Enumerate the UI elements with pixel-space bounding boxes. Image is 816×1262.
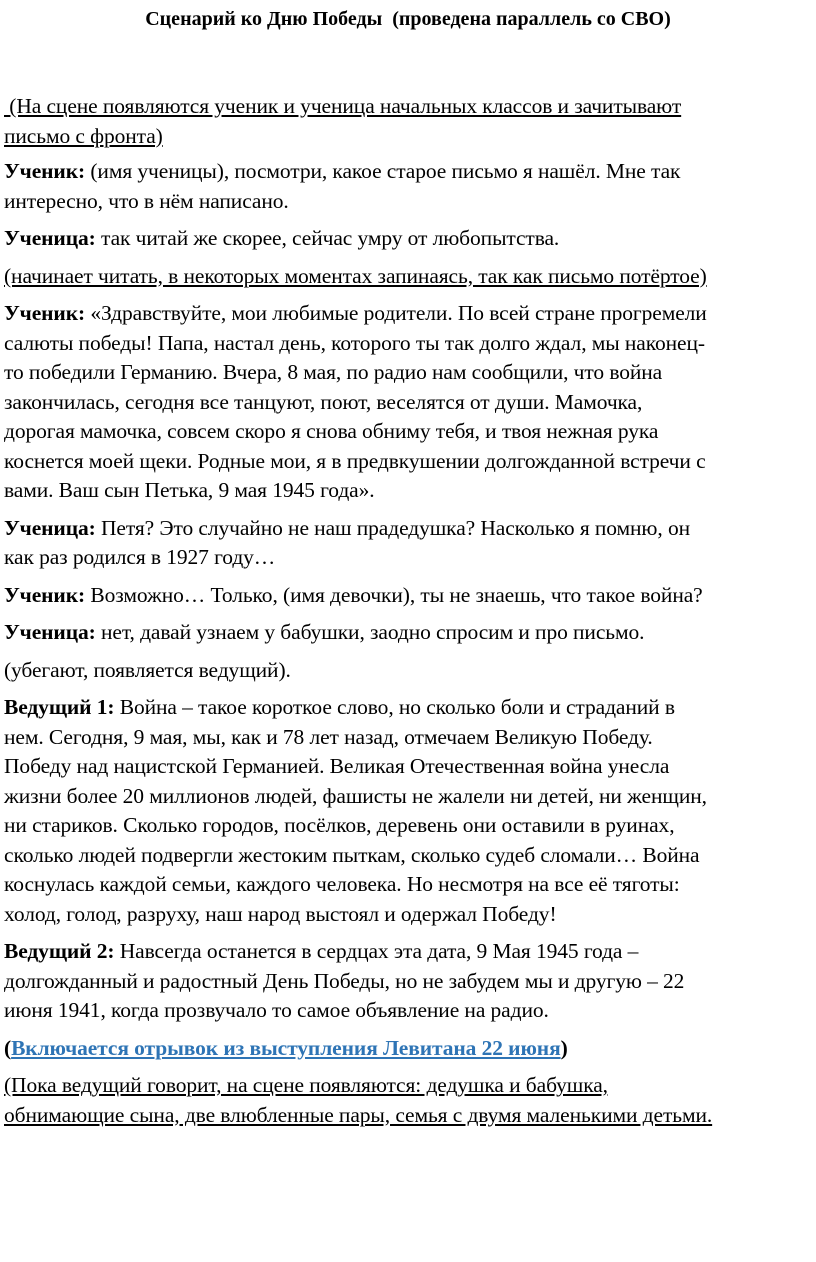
audio-cue: (Включается отрывок из выступления Левитана 22 июня) [4,1035,568,1060]
stage-direction-opening: (На сцене появляются ученик и ученица начальных классов и зачитывают письмо с фронта) [4,94,682,148]
dialogue-pupil-1: Ученик: (имя ученицы), посмотри, какое старое письмо я нашёл. Мне так интересно, что в нём написано. [4,159,681,213]
dialogue-girl-1: Ученица: так читай же скорее, сейчас умру от любопытства. [4,226,560,250]
speaker-label: Ученица: [4,515,96,540]
dialogue-pupil-letter: Ученик: «Здравствуйте, мои любимые родители. По всей стране прогремели салюты победы! Папа, настал день, которого ты так долго ждал, мы наконец- то победили Германию. Вчера, 8 мая, по радио нам сообщили, что война закончилась, сегодня все танцуют, поют, веселятся от души. Мамочка, дорогая мамочка, совсем скоро я снова обниму тебя, и твоя нежная рука коснется моей щеки. Родные мои, я в предвкушении долгожданной встречи с вами. Ваш сын Петька, 9 мая 1945 года». [4,301,707,502]
dialogue-host-2: Ведущий 2: Навсегда останется в сердцах эта дата, 9 Мая 1945 года – долгожданный и радостный День Победы, но не забудем мы и другую – 22 июня 1941, когда прозвучало то самое объявление на радио. [4,939,685,1022]
speaker-label: Ученица: [4,620,96,644]
stage-direction-reading: (начинает читать, в некоторых моментах запинаясь, так как письмо потёртое) [4,263,707,288]
dialogue-girl-2: Ученица: Петя? Это случайно не наш прадедушка? Насколько я помню, он как раз родился в 1927 году… [4,515,691,569]
dialogue-girl-3: Ученица: нет, давай узнаем у бабушки, заодно спросим и про письмо. [4,620,645,644]
speaker-label: Ученик: [4,301,86,325]
dialogue-host-1: Ведущий 1: Война – такое короткое слово, но сколько боли и страданий в нем. Сегодня, 9 мая, мы, как и 78 лет назад, отмечаем Великую Победу. Победу над нацистской Германией. Великая Отечественная война унесла жизни более 20 миллионов людей, фашисты не жалели ни детей, ни женщин, ни стариков. Сколько городов, посёлков, деревень они оставили в руинах, сколько людей подвергли жестоким пыткам, сколько судеб сломали… Война коснулась каждой семьи, каждого человека. Но несмотря на все её тяготы: холод, голод, разруху, наш народ выстоял и одержал Победу! [4,695,707,926]
speaker-label: Ученик: [4,582,86,607]
speaker-label: Ведущий 2: [4,939,115,963]
speaker-label: Ученица: [4,226,96,250]
levitan-speech-link[interactable]: Включается отрывок из выступления Левитана 22 июня [11,1035,561,1060]
speaker-label: Ведущий 1: [4,695,115,719]
speaker-label: Ученик: [4,159,86,183]
stage-direction-families: (Пока ведущий говорит, на сцене появляются: дедушка и бабушка, обнимающие сына, две влюбленные пары, семья с двумя маленькими детьми. [4,1073,713,1127]
page-title: Сценарий ко Дню Победы (проведена параллель со СВО) [145,8,671,30]
stage-direction-exit: (убегают, появляется ведущий). [4,657,291,682]
dialogue-pupil-2: Ученик: Возможно… Только, (имя девочки), ты не знаешь, что такое война? [4,582,703,607]
